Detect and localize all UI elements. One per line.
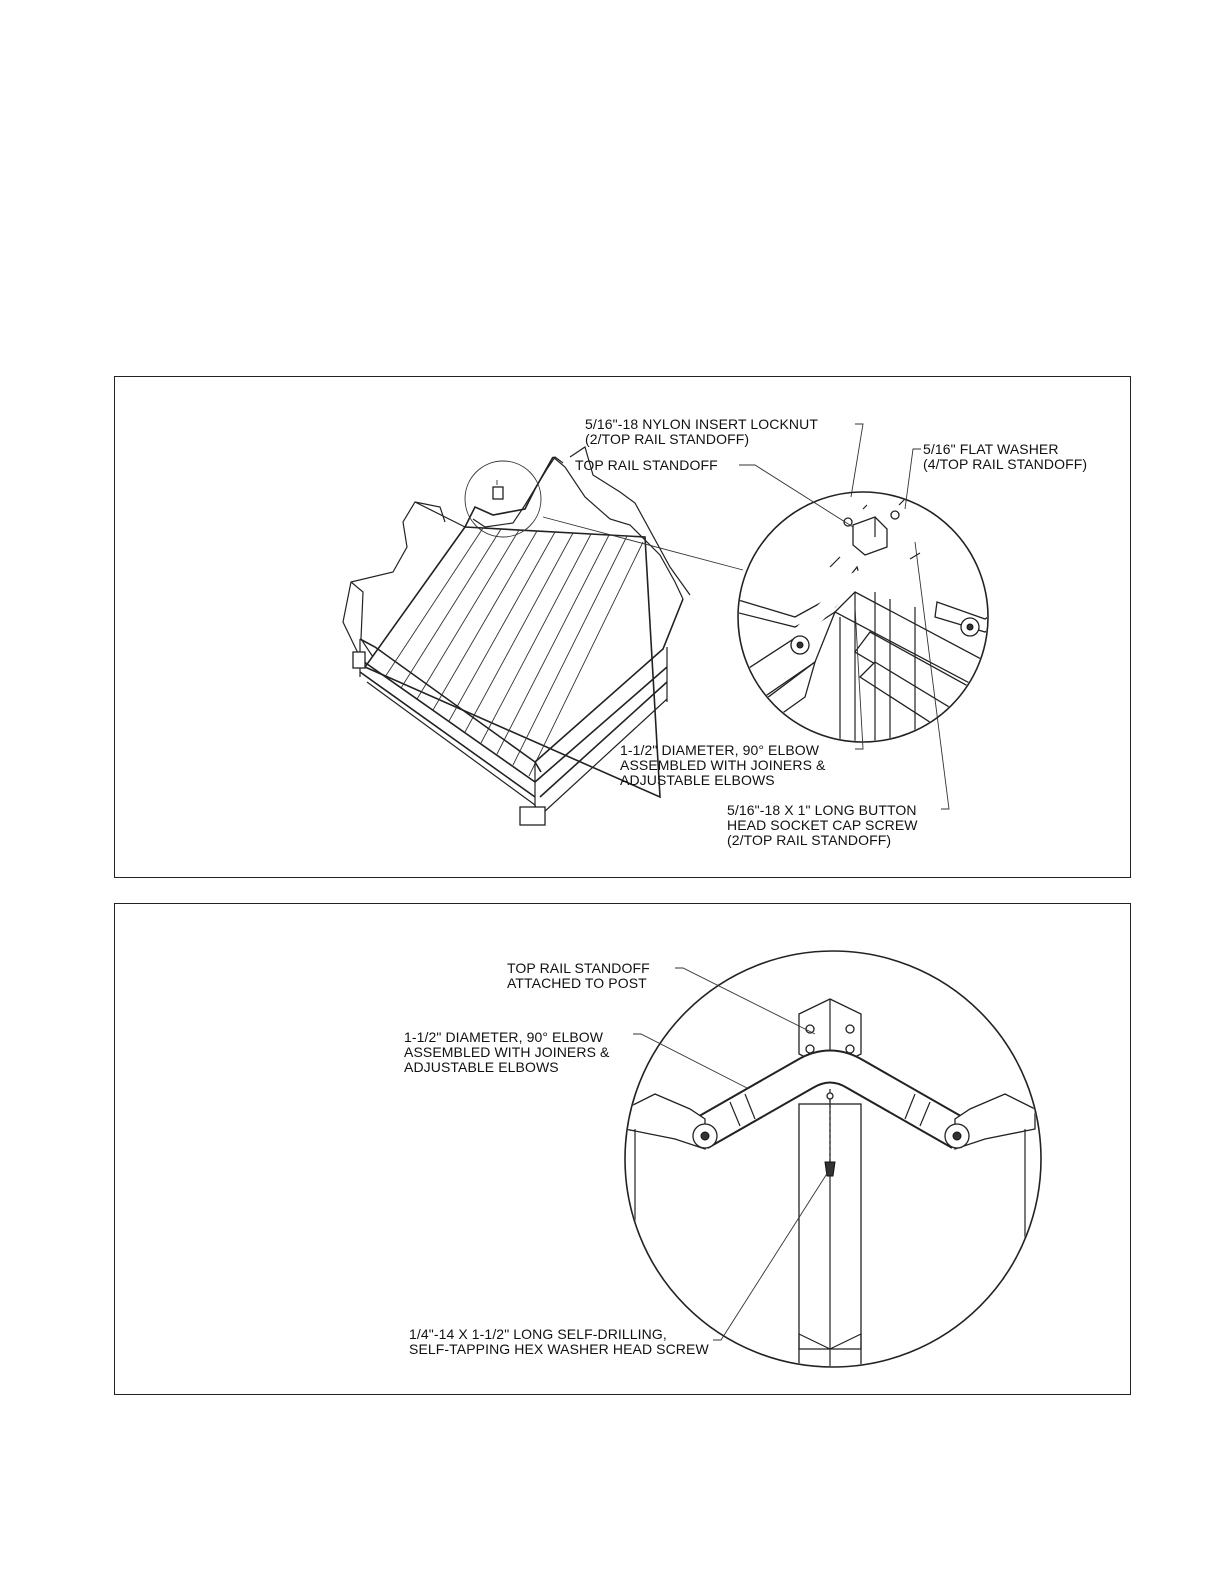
- callout-elbow-2: 1-1/2" DIAMETER, 90° ELBOW ASSEMBLED WITH JOINERS & ADJUSTABLE ELBOWS: [404, 1029, 610, 1075]
- callout-locknut: 5/16"-18 NYLON INSERT LOCKNUT (2/TOP RAIL STANDOFF): [585, 416, 818, 447]
- callout-flat-washer: 5/16" FLAT WASHER (4/TOP RAIL STANDOFF): [923, 441, 1088, 472]
- callout-self-drilling-screw: 1/4"-14 X 1-1/2" LONG SELF-DRILLING, SELF-TAPPING HEX WASHER HEAD SCREW: [409, 1326, 709, 1357]
- zoom-leader-line: [543, 517, 743, 570]
- callout-cap-screw: 5/16"-18 X 1" LONG BUTTON HEAD SOCKET CAP SCREW (2/TOP RAIL STANDOFF): [727, 802, 918, 848]
- zoom-detail-circle: [735, 492, 1015, 777]
- standoff-attached-to-post-panel: [114, 903, 1131, 1395]
- callout-top-rail-standoff: TOP RAIL STANDOFF: [575, 457, 718, 473]
- callout-elbow: 1-1/2" DIAMETER, 90° ELBOW ASSEMBLED WITH JOINERS & ADJUSTABLE ELBOWS: [620, 742, 826, 788]
- top-rail-standoff-detail-panel: [114, 376, 1131, 878]
- callout-standoff-attached: TOP RAIL STANDOFF ATTACHED TO POST: [507, 960, 650, 991]
